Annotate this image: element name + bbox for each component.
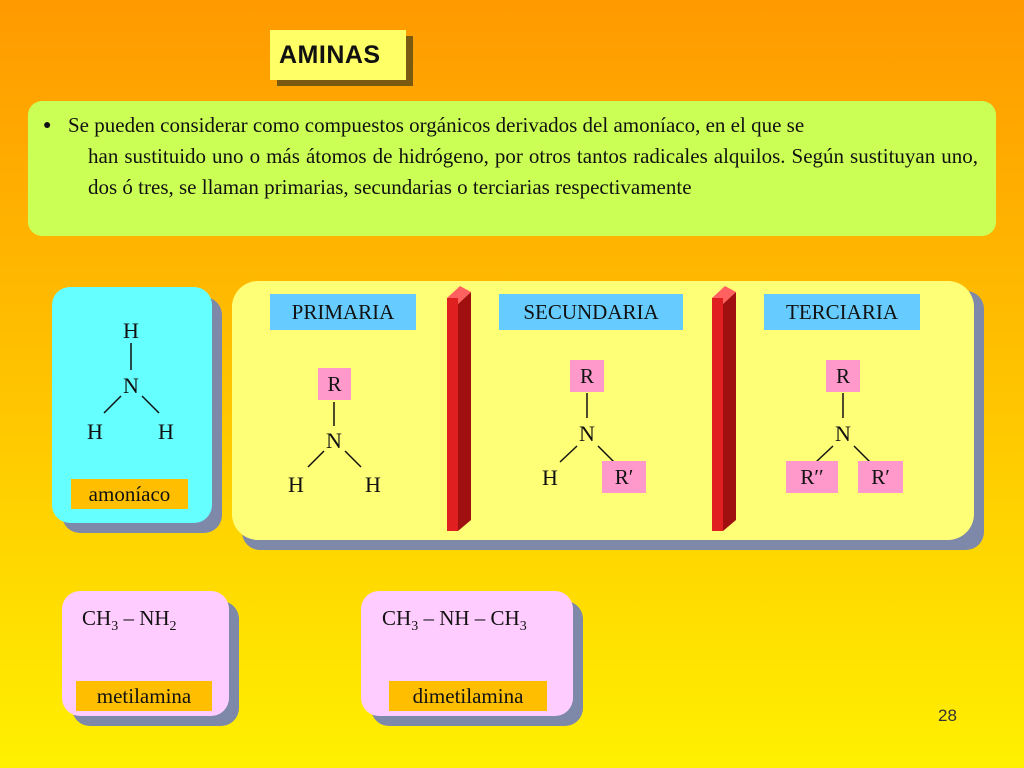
ammonia-top-h: H xyxy=(123,318,139,343)
secundaria-n: N xyxy=(579,421,595,446)
terciaria-n: N xyxy=(835,421,851,446)
secundaria-r-prime-label: R′ xyxy=(602,461,646,493)
divider-2 xyxy=(712,286,736,531)
metilamina-label: metilamina xyxy=(76,681,212,711)
ammonia-n: N xyxy=(123,373,139,398)
metilamina-formula: $CH_3 - NH_2$ xyxy=(82,606,177,635)
divider-1 xyxy=(447,286,471,531)
terciaria-heading: TERCIARIA xyxy=(764,294,920,330)
terciaria-r-prime-label: R′ xyxy=(858,461,903,493)
dimetilamina-formula: $CH_3$ – NH – $CH_3$ xyxy=(382,606,527,635)
ammonia-right-h: H xyxy=(158,419,174,444)
page-number: 28 xyxy=(938,706,957,725)
primaria-heading: PRIMARIA xyxy=(270,294,416,330)
bullet-icon: ● xyxy=(43,118,52,133)
terciaria-r-label: R xyxy=(826,360,860,392)
primaria-r-label: R xyxy=(318,368,351,400)
intro-continuation: han sustituido uno o más átomos de hidrógeno, por otros tantos radicales alquilos. Según sustituyan uno, dos ó tres, se llaman primarias, secundarias o terciarias respectivamente xyxy=(88,144,978,199)
ammonia-label: amoníaco xyxy=(71,479,188,509)
secundaria-r-label: R xyxy=(570,360,604,392)
intro-line-1: Se pueden considerar como compuestos orgánicos derivados del amoníaco, en el que se xyxy=(68,113,805,137)
dimetilamina-label: dimetilamina xyxy=(389,681,547,711)
primaria-right-h: H xyxy=(365,472,381,497)
slide-title: AMINAS xyxy=(270,30,406,80)
ammonia-left-h: H xyxy=(87,419,103,444)
secundaria-left-h: H xyxy=(542,465,558,490)
terciaria-r-double-prime-label: R′′ xyxy=(786,461,838,493)
secundaria-heading: SECUNDARIA xyxy=(499,294,683,330)
primaria-n: N xyxy=(326,428,342,453)
primaria-left-h: H xyxy=(288,472,304,497)
